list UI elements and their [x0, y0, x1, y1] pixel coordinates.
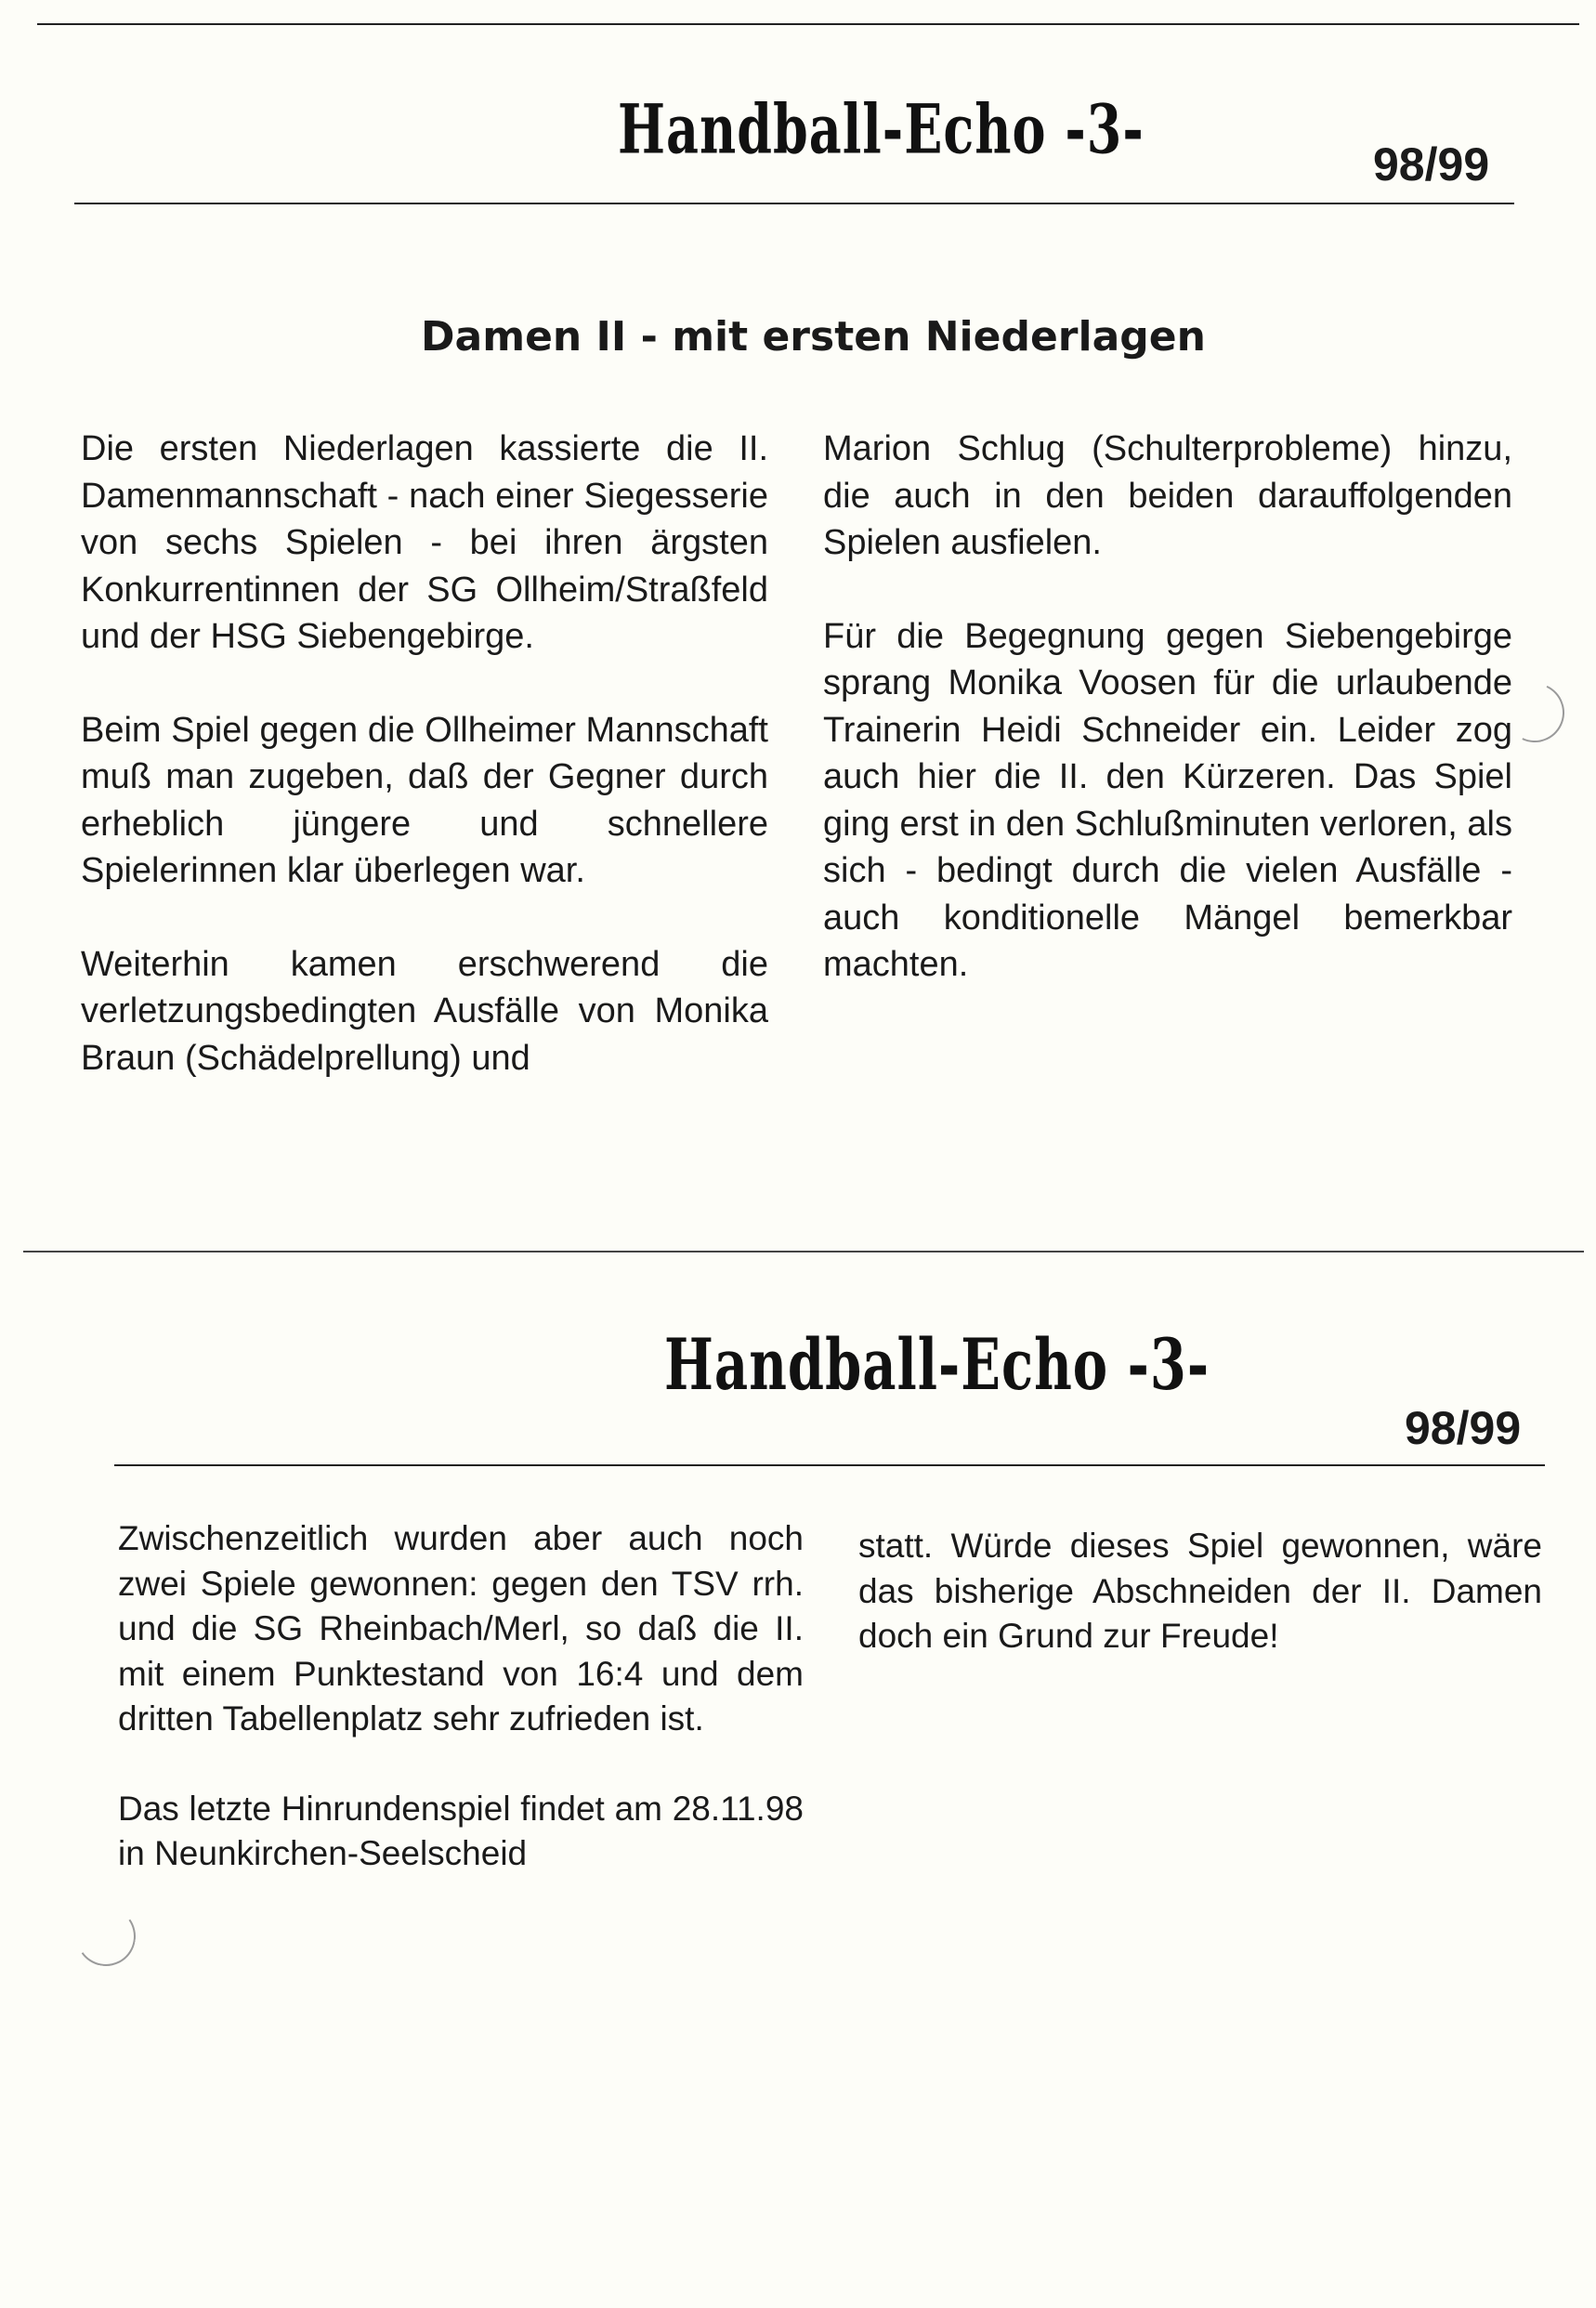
paragraph: Für die Begegnung gegen Siebengebirge sprang Monika Voosen für die urlaubende Trainerin Heidi Schneider ein. Leider zog auch hier die II. den Kürzeren. Das Spiel ging erst in den Schlußminuten verloren, als sich - bedingt durch die vielen Ausfälle - auch konditionelle Mängel bemerkbar machten.: [823, 616, 1512, 984]
paragraph: Das letzte Hinrundenspiel findet am 28.11.98 in Neunkirchen-Seelscheid: [118, 1789, 804, 1872]
article-column-right: [823, 426, 1512, 1035]
paragraph: statt. Würde dieses Spiel gewonnen, wäre das bisherige Abschneiden der II. Damen doch ein Grund zur Freude!: [858, 1527, 1542, 1655]
masthead-title: Handball-Echo -3-: [618, 88, 1145, 169]
article-headline: Damen II - mit ersten Niederlagen: [421, 313, 1206, 361]
paragraph: Zwischenzeitlich wurden aber auch noch zwei Spiele gewonnen: gegen den TSV rrh. und die SG Rheinbach/Merl, so daß die II. mit einem Punktestand von 16:4 und dem dritten Tabellenplatz sehr zufrieden ist.: [118, 1519, 804, 1738]
top-border: [37, 23, 1579, 25]
article-column-right: [858, 1524, 1542, 1704]
paragraph: Die ersten Niederlagen kassierte die II. Damenmannschaft - nach einer Siegesserie von sechs Spielen - bei ihren ärgsten Konkurrentinnen der SG Ollheim/Straßfeld und der HSG Siebengebirge.: [81, 429, 768, 656]
article-column-left: [81, 426, 768, 1128]
article-column-left: [118, 1516, 804, 1921]
sheet-divider: [23, 1251, 1584, 1252]
paragraph: Beim Spiel gegen die Ollheimer Mannschaft muß man zugeben, daß der Gegner durch erheblich jüngere und schnellere Spielerinnen klar überlegen war.: [81, 710, 768, 890]
header-rule: [74, 203, 1514, 204]
header-rule: [114, 1464, 1545, 1466]
paragraph: Marion Schlug (Schulterprobleme) hinzu, die auch in den beiden darauffolgenden Spielen ausfielen.: [823, 429, 1512, 562]
season-label: 98/99: [1405, 1402, 1522, 1454]
season-label: 98/99: [1373, 138, 1490, 190]
paragraph: Weiterhin kamen erschwerend die verletzungsbedingten Ausfälle von Monika Braun (Schädelprellung) und: [81, 944, 768, 1078]
masthead-title: Handball-Echo -3-: [664, 1323, 1210, 1407]
